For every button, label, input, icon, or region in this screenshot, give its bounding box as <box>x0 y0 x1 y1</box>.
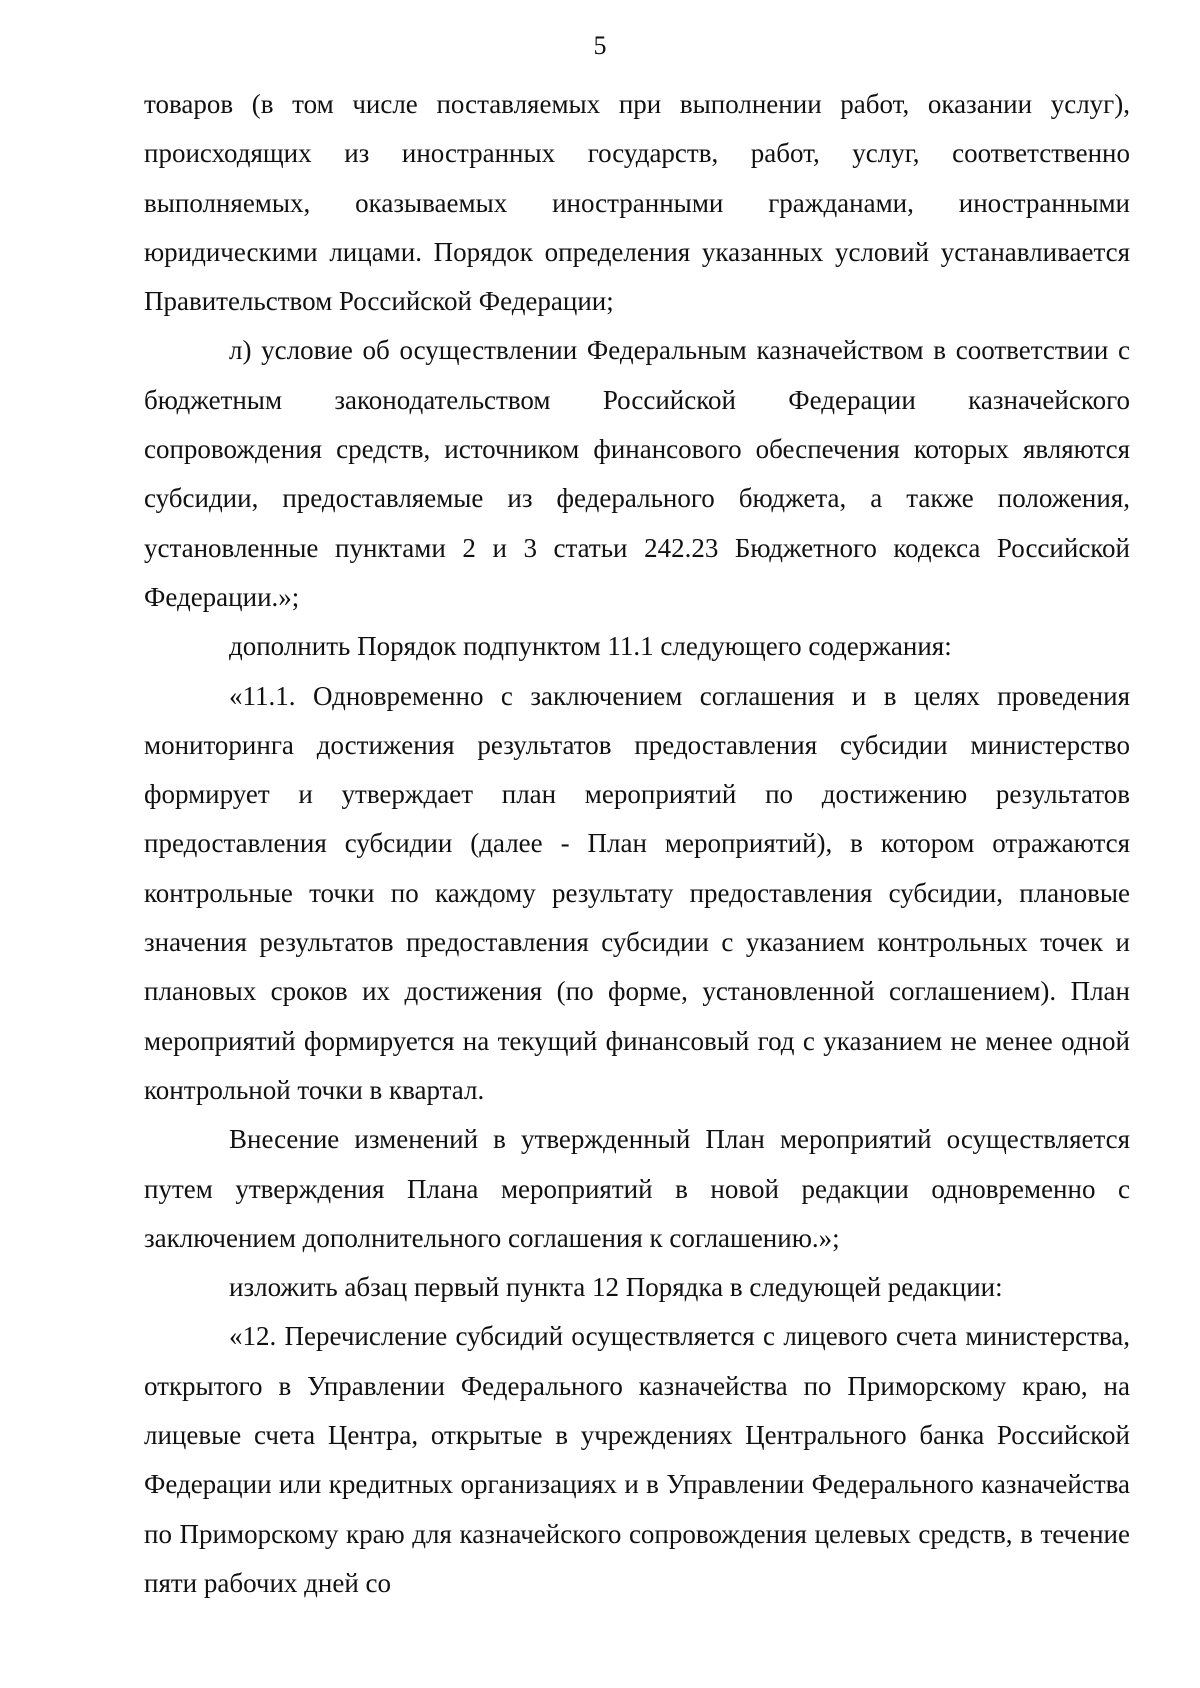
paragraph-clause-12: «12. Перечисление субсидий осуществляется с лицевого счета министерства, открытого в Управлении Федерального казначейства по Приморскому краю, на лицевые счета Центра, открытые в учреждениях Центрального банка Российской Федерации или кредитных организациях и в Управлении Федерального казначейства по Приморскому краю для казначейского сопровождения целевых средств, в течение пяти рабочих дней со <box>144 1321 1130 1598</box>
paragraph-restate-clause-12: изложить абзац первый пункта 12 Порядка в следующей редакции: <box>229 1272 1003 1303</box>
paragraph-clause-11-1: «11.1. Одновременно с заключением соглашения и в целях проведения мониторинга достижения результатов предоставления субсидии министерство формирует и утверждает план мероприятий по достижению результатов предоставления субсидии (далее - План мероприятий), в котором отражаются контрольные точки по каждому результату предоставления субсидии, плановые значения результатов предоставления субсидии с указанием контрольных точек и плановых сроков их достижения (по форме, установленной соглашением). План мероприятий формируется на текущий финансовый год с указанием не менее одной контрольной точки в квартал. <box>144 680 1130 1105</box>
paragraph-plan-amendments: Внесение изменений в утвержденный План мероприятий осуществляется путем утверждения Плана мероприятий в новой редакции одновременно с заключением дополнительного соглашения к соглашению.»; <box>144 1124 1130 1253</box>
page-number: 5 <box>593 31 607 60</box>
paragraph-treasury-support: л) условие об осуществлении Федеральным казначейством в соответствии с бюджетным законодательством Российской Федерации казначейского сопровождения средств, источником финансового обеспечения которых являются субсидии, предоставляемые из федерального бюджета, а также положения, установленные пунктами 2 и 3 статьи 242.23 Бюджетного кодекса Российской Федерации.»; <box>144 335 1130 612</box>
paragraph-add-subclause: дополнить Порядок подпунктом 11.1 следующего содержания: <box>229 631 952 662</box>
paragraph-goods-origin-conditions: товаров (в том числе поставляемых при выполнении работ, оказании услуг), происходящих из иностранных государств, работ, услуг, соответственно выполняемых, оказываемых иностранными гражданами, иностранными юридическими лицами. Порядок определения указанных условий устанавливается Правительством Российской Федерации; <box>144 89 1130 317</box>
document-body <box>144 80 1130 1608</box>
